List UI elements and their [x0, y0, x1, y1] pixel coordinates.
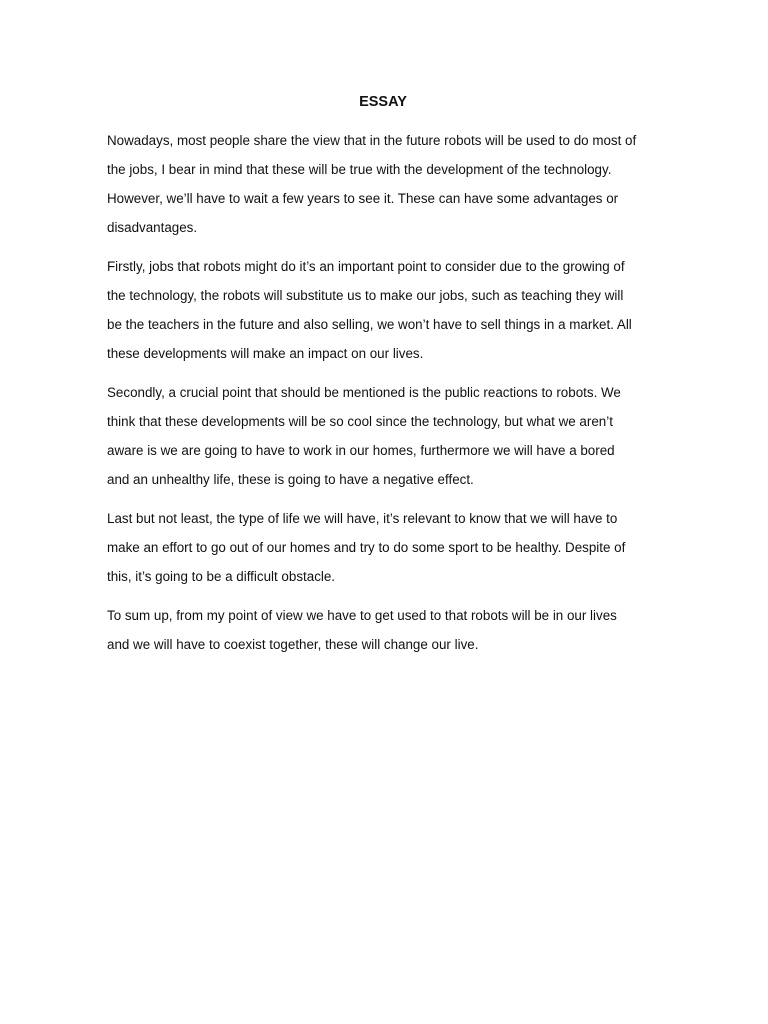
paragraph-line: be the teachers in the future and also selling, we won’t have to sell things in a market. All — [107, 317, 632, 332]
paragraph-line: Last but not least, the type of life we will have, it’s relevant to know that we will have to — [107, 511, 618, 526]
essay-title: ESSAY — [359, 94, 407, 110]
paragraph-line: Firstly, jobs that robots might do it’s an important point to consider due to the growing of — [107, 259, 625, 274]
paragraph-line: this, it’s going to be a difficult obstacle. — [107, 569, 336, 584]
paragraph-conclusion — [107, 601, 667, 659]
paragraph-line: aware is we are going to have to work in our homes, furthermore we will have a bored — [107, 443, 615, 458]
paragraph-line: the jobs, I bear in mind that these will be true with the development of the technology. — [107, 162, 612, 177]
paragraph-line: Nowadays, most people share the view that in the future robots will be used to do most of — [107, 133, 637, 148]
paragraph-line: and an unhealthy life, these is going to have a negative effect. — [107, 472, 474, 487]
paragraph-line: To sum up, from my point of view we have to get used to that robots will be in our lives — [107, 608, 617, 623]
paragraph-line: and we will have to coexist together, these will change our live. — [107, 637, 479, 652]
paragraph-secondly — [107, 378, 667, 494]
paragraph-line: disadvantages. — [107, 220, 198, 235]
paragraph-firstly — [107, 252, 667, 368]
essay-page — [107, 92, 667, 669]
paragraph-line: Secondly, a crucial point that should be mentioned is the public reactions to robots. We — [107, 385, 621, 400]
paragraph-line: the technology, the robots will substitute us to make our jobs, such as teaching they will — [107, 288, 624, 303]
paragraph-line: these developments will make an impact on our lives. — [107, 346, 424, 361]
paragraph-line: think that these developments will be so cool since the technology, but what we aren’t — [107, 414, 613, 429]
paragraph-line: However, we’ll have to wait a few years to see it. These can have some advantages or — [107, 191, 619, 206]
paragraph-line: make an effort to go out of our homes and try to do some sport to be healthy. Despite of — [107, 540, 626, 555]
paragraph-introduction — [107, 126, 667, 242]
paragraph-last — [107, 504, 667, 591]
